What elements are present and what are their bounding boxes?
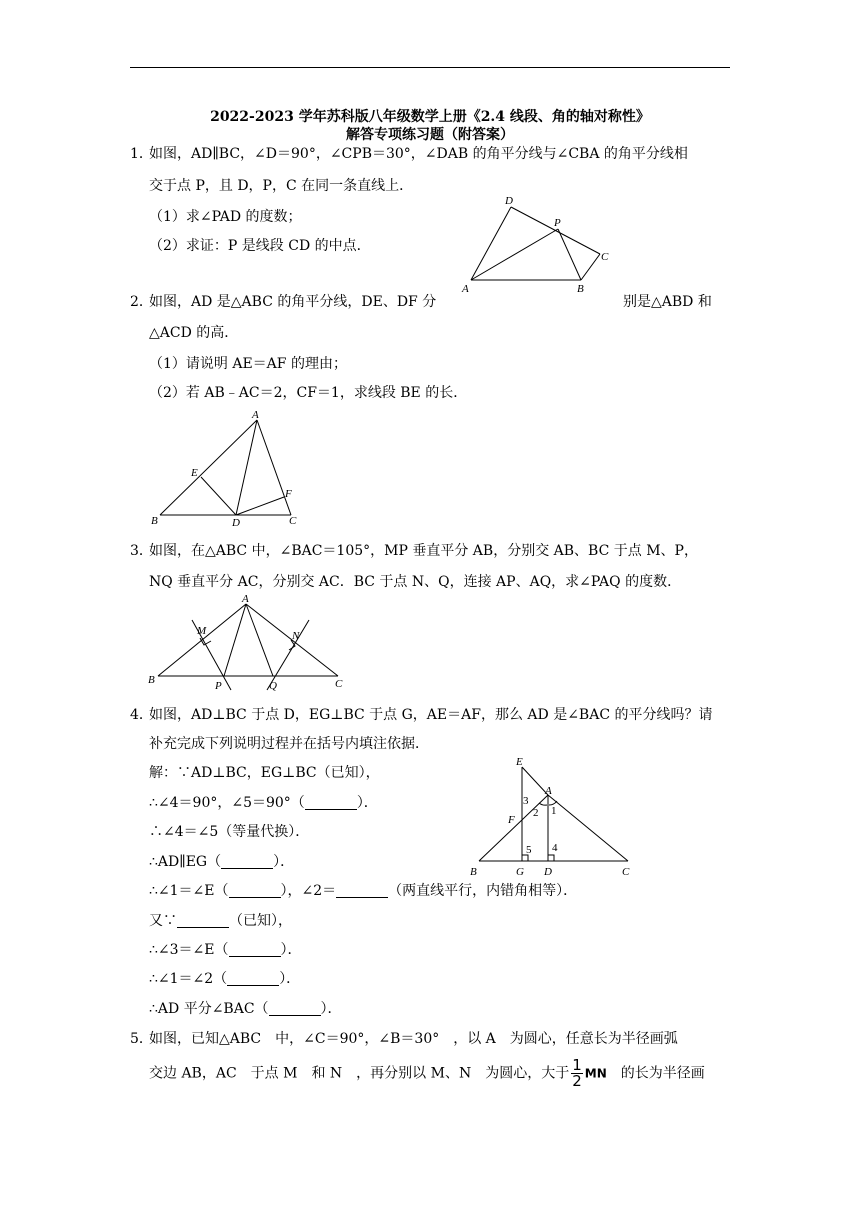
q4-step8: ∴∠1＝∠2（ ）．: [149, 971, 301, 987]
q4-label-e: E: [516, 756, 523, 768]
q1-label-c: C: [601, 251, 609, 263]
q2-label-a: A: [252, 409, 259, 421]
q1-label-p: P: [554, 217, 561, 229]
q3-text-line1: 如图，在△ABC 中，∠BAC＝105°，MP 垂直平分 AB，分别交 AB、BC 于点 M、P，: [149, 543, 698, 559]
q2-figure: [148, 405, 308, 530]
q4-text-line2: 补充完成下列说明过程并在括号内填注依据．: [149, 736, 429, 752]
q4-label-g: G: [516, 866, 524, 878]
q2-part2: （2）若 AB﹣AC＝2，CF＝1，求线段 BE 的长．: [149, 385, 468, 401]
q4-label-5: 5: [526, 844, 532, 856]
q3-figure: [145, 592, 350, 692]
q1-part2: （2）求证：P 是线段 CD 的中点．: [149, 238, 371, 254]
q4-step9: ∴AD 平分∠BAC（ ）．: [149, 1001, 342, 1017]
q4-step4: ∴AD∥EG（ ）．: [149, 854, 295, 870]
q2-label-e: E: [191, 467, 198, 479]
q3-label-m: M: [197, 625, 207, 637]
q4-blank-1[interactable]: [305, 795, 357, 810]
page-subtitle: 解答专项练习题（附答案）: [346, 127, 514, 143]
q1-text-line1: 如图，AD∥BC，∠D＝90°，∠CPB＝30°，∠DAB 的角平分线与∠CBA 的角平分线相: [149, 146, 688, 162]
q2-label-f: F: [285, 488, 292, 500]
q2-text-line1a: 如图，AD 是△ABC 的角平分线，DE、DF 分: [149, 294, 437, 310]
q1-label-d: D: [505, 195, 513, 207]
q4-label-2: 2: [533, 807, 539, 819]
q4-blank-6[interactable]: [229, 942, 281, 957]
q4-step2: ∴∠4＝90°，∠5＝90°（ ）．: [149, 795, 378, 811]
q2-text-line2: △ACD 的高．: [149, 325, 239, 341]
q4-label-1: 1: [551, 805, 557, 817]
q2-label-b: B: [151, 515, 158, 527]
q4-blank-7[interactable]: [227, 971, 279, 986]
q2-part1: （1）请说明 AE＝AF 的理由；: [149, 356, 347, 372]
q4-blank-2[interactable]: [221, 854, 273, 869]
q4-step6: 又∵ （已知），: [149, 913, 292, 929]
q4-label-f: F: [508, 814, 515, 826]
q4-blank-8[interactable]: [269, 1001, 321, 1016]
q1-label-a: A: [462, 283, 469, 295]
q3-label-a: A: [242, 593, 249, 605]
q4-label-4: 4: [552, 842, 558, 854]
q4-number: 4．: [130, 707, 153, 723]
q4-step1: 解：∵AD⊥BC，EG⊥BC（已知），: [149, 765, 380, 781]
q1-number: 1．: [130, 146, 153, 162]
q4-label-3: 3: [523, 795, 529, 807]
q5-fraction-var: MN: [584, 1066, 607, 1081]
q4-label-c: C: [622, 866, 630, 878]
q4-step5: ∴∠1＝∠E（ ），∠2＝ （两直线平行，内错角相等）．: [149, 883, 578, 899]
q4-label-d: D: [544, 866, 552, 878]
q1-figure: [455, 192, 615, 302]
q5-text-line2: 交边 AB，AC 于点 M 和 N ，再分别以 M、N 为圆心，大于 $\frac{1}{2}$ MN 的长为半径画: [149, 1056, 705, 1090]
q3-number: 3．: [130, 543, 153, 559]
q2-label-d: D: [232, 517, 240, 529]
q1-text-line2: 交于点 P，且 D，P，C 在同一条直线上．: [149, 178, 414, 194]
q3-label-c: C: [335, 678, 343, 690]
q1-label-b: B: [577, 283, 584, 295]
q4-step7: ∴∠3＝∠E（ ）．: [149, 942, 302, 958]
q3-text-line2: NQ 垂直平分 AC，分别交 AC．BC 于点 N、Q，连接 AP、AQ，求∠PAQ 的度数．: [149, 574, 682, 590]
q3-label-q: Q: [269, 680, 277, 692]
q5-number: 5．: [130, 1031, 153, 1047]
q2-text-line1b: 别是△ABD 和: [623, 294, 712, 310]
q2-number: 2．: [130, 294, 153, 310]
q4-blank-3[interactable]: [229, 883, 281, 898]
q4-figure: [465, 753, 635, 878]
q4-blank-4[interactable]: [336, 883, 388, 898]
q4-label-a: A: [545, 785, 552, 797]
q5-text-line1: 如图，已知△ABC 中，∠C＝90°，∠B＝30° ，以 A 为圆心，任意长为半径画弧: [149, 1031, 678, 1047]
q3-label-n: N: [292, 630, 300, 642]
q5-fraction: $\frac{1}{2}$: [572, 1056, 582, 1090]
q4-blank-5[interactable]: [177, 913, 229, 928]
q4-text-line1: 如图，AD⊥BC 于点 D，EG⊥BC 于点 G，AE＝AF，那么 AD 是∠BAC 的平分线吗？请: [149, 707, 713, 723]
q4-step3: ∴∠4＝∠5（等量代换）．: [149, 824, 310, 840]
q4-label-b: B: [470, 866, 477, 878]
q3-label-p: P: [215, 680, 222, 692]
header-rule: [130, 67, 730, 68]
q3-label-b: B: [148, 674, 155, 686]
q2-label-c: C: [289, 515, 297, 527]
q1-part1: （1）求∠PAD 的度数；: [149, 209, 302, 225]
page-title: 2022-2023 学年苏科版八年级数学上册《2.4 线段、角的轴对称性》: [210, 109, 650, 125]
